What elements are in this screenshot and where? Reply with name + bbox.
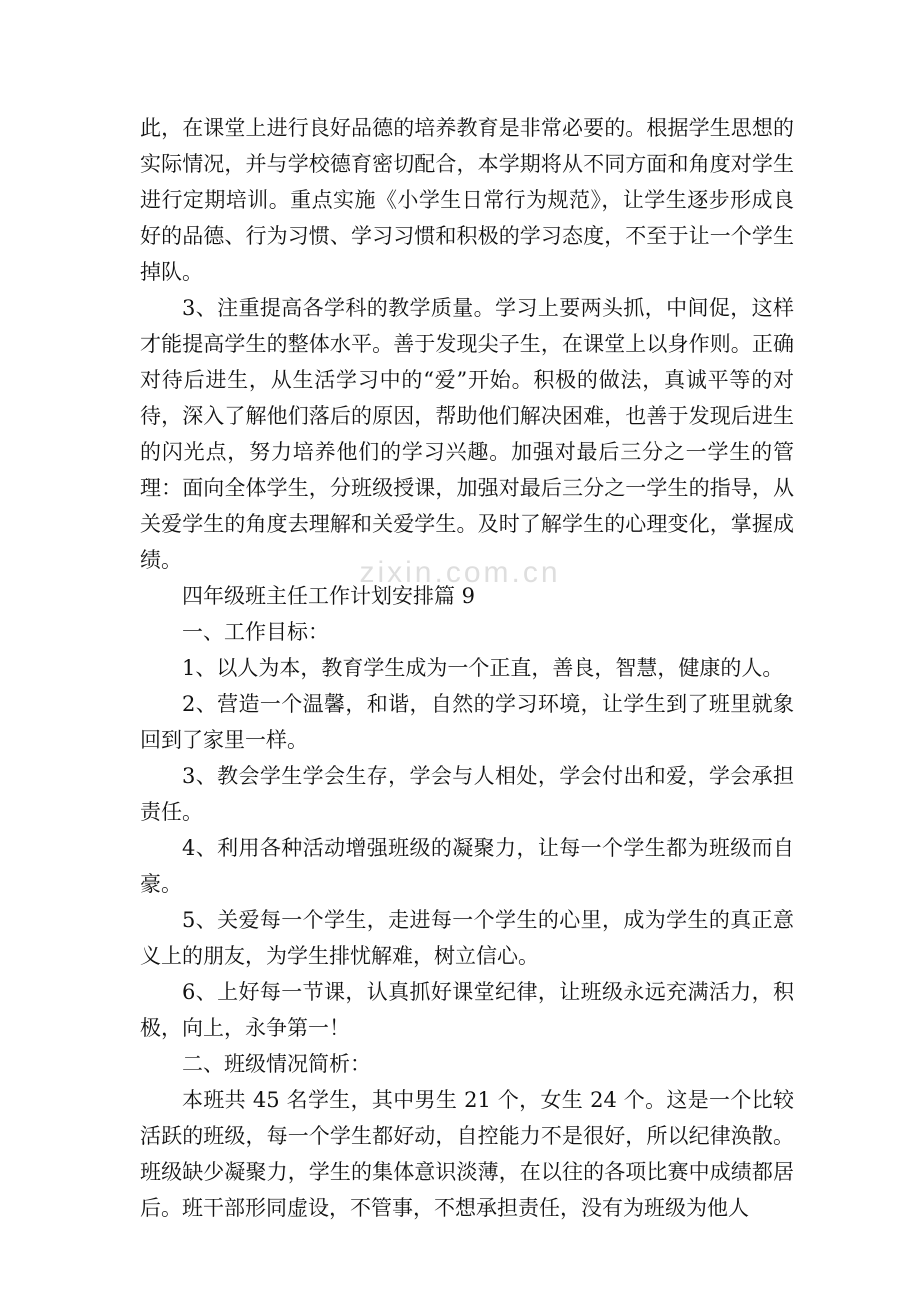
goal-item-2: 2、营造一个温馨，和谐，自然的学习环境，让学生到了班里就象回到了家里一样。 — [140, 692, 794, 752]
goal-item-4: 4、利用各种活动增强班级的凝聚力，让每一个学生都为班级而自豪。 — [140, 836, 794, 896]
goal-item-6: 6、上好每一节课，认真抓好课堂纪律，让班级永远充满活力，积极，向上，永争第一！ — [140, 980, 794, 1040]
goal-item-3: 3、教会学生学会生存，学会与人相处，学会付出和爱，学会承担责任。 — [140, 764, 794, 824]
paragraph-continuation: 此，在课堂上进行良好品德的培养教育是非常必要的。根据学生思想的实际情况，并与学校德育密切配合，本学期将从不同方面和角度对学生进行定期培训。重点实施《小学生日常行为规范》，让学生逐步形成良好的品德、行为习惯、学习习惯和积极的学习态度，不至于让一个学生掉队。 — [140, 116, 794, 284]
watermark: zixin.com.cn — [359, 556, 561, 589]
heading-work-goals: 一、工作目标： — [182, 620, 329, 644]
document-body — [140, 110, 794, 1226]
paragraph-class-analysis: 本班共 45 名学生，其中男生 21 个，女生 24 个。这是一个比较活跃的班级，每一个学生都好动，自控能力不是很好，所以纪律涣散。班级缺少凝聚力，学生的集体意识淡薄，在以往的各项比赛中成绩都居后。班干部形同虚设，不管事，不想承担责任，没有为班级为他人 — [140, 1088, 794, 1220]
goal-item-1: 1、以人为本，教育学生成为一个正直，善良，智慧，健康的人。 — [182, 656, 784, 680]
heading-class-analysis: 二、班级情况简析： — [182, 1052, 371, 1076]
section-title: 四年级班主任工作计划安排篇 9 — [182, 584, 476, 608]
paragraph-item-3-teaching-quality: 3、注重提高各学科的教学质量。学习上要两头抓，中间促，这样才能提高学生的整体水平。善于发现尖子生，在课堂上以身作则。正确对待后进生，从生活学习中的“爱”开始。积极的做法，真诚平等的对待，深入了解他们落后的原因，帮助他们解决困难，也善于发现后进生的闪光点，努力培养他们的学习兴趣。加强对最后三分之一学生的管理：面向全体学生，分班级授课，加强对最后三分之一学生的指导，从关爱学生的角度去理解和关爱学生。及时了解学生的心理变化，掌握成绩。 — [140, 296, 794, 572]
goal-item-5: 5、关爱每一个学生，走进每一个学生的心里，成为学生的真正意义上的朋友，为学生排忧解难，树立信心。 — [140, 908, 794, 968]
